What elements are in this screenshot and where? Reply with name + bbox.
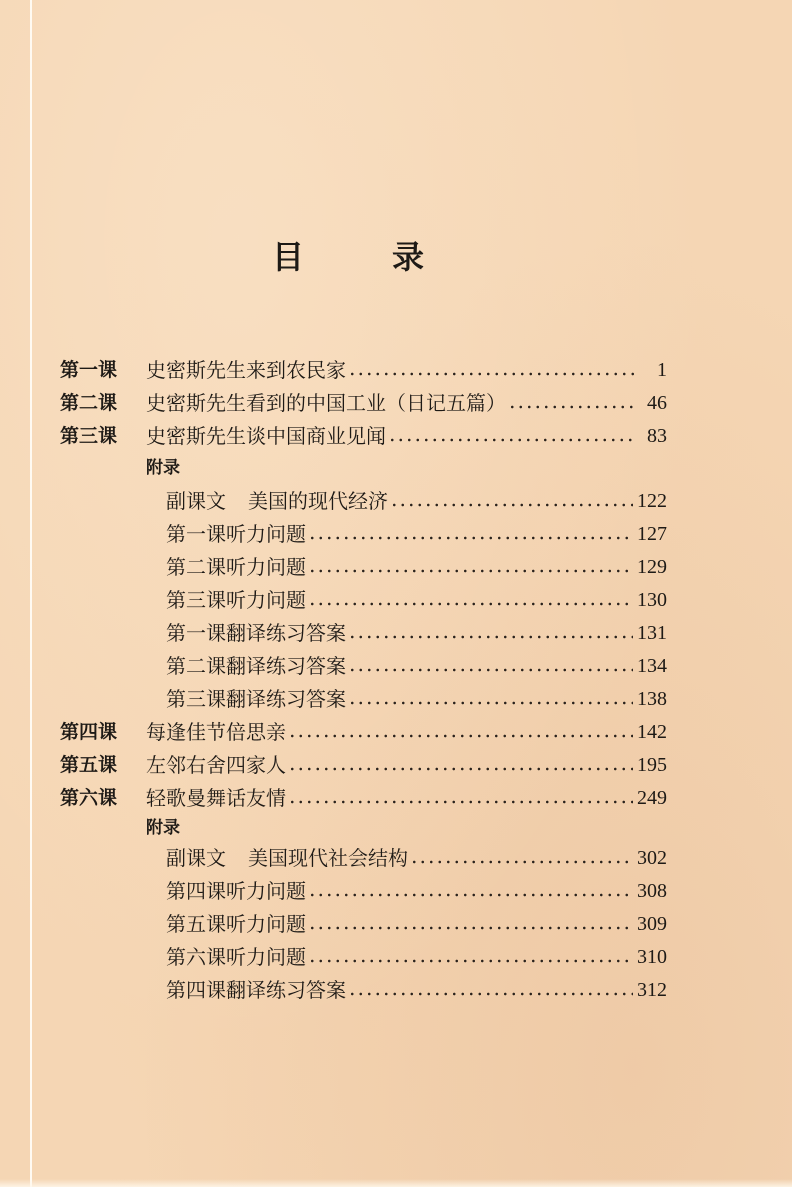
page-bottom-edge — [0, 1179, 792, 1187]
toc-entry[interactable] — [166, 684, 667, 714]
toc-entry[interactable] — [146, 750, 667, 780]
toc-entry[interactable] — [146, 783, 667, 813]
dot-leader — [410, 843, 633, 873]
entry-title: 第一课听力问题 — [166, 522, 306, 546]
dot-leader — [308, 876, 633, 906]
toc-entry[interactable] — [146, 388, 667, 418]
lesson-number: 第四课 — [60, 721, 118, 743]
dot-leader — [308, 552, 633, 582]
toc-entry[interactable] — [166, 585, 667, 615]
lesson-title: 史密斯先生来到农民家 — [146, 358, 346, 382]
toc-entry[interactable] — [166, 876, 667, 906]
entry-title: 第五课听力问题 — [166, 912, 306, 936]
dot-leader — [388, 421, 635, 451]
lesson-title: 轻歌曼舞话友情 — [146, 786, 286, 810]
page-number: 1 — [657, 359, 667, 381]
entry-title: 第二课翻译练习答案 — [166, 654, 346, 678]
dot-leader — [288, 750, 633, 780]
lesson-title: 史密斯先生看到的中国工业（日记五篇） — [146, 391, 506, 415]
entry-prefix: 副课文 — [166, 489, 226, 513]
toc-entry[interactable] — [166, 975, 667, 1005]
page-number: 312 — [637, 979, 667, 1001]
page-number: 46 — [647, 392, 667, 414]
page-number: 195 — [637, 754, 667, 776]
page-number: 131 — [637, 622, 667, 644]
toc-entry[interactable] — [166, 942, 667, 972]
toc-entry[interactable] — [166, 519, 667, 549]
dot-leader — [348, 618, 633, 648]
page-number: 138 — [637, 688, 667, 710]
page-number: 134 — [637, 655, 667, 677]
entry-title — [166, 843, 408, 873]
page-number: 142 — [637, 721, 667, 743]
toc-entry[interactable] — [166, 486, 667, 516]
dot-leader — [348, 975, 633, 1005]
lesson-title: 史密斯先生谈中国商业见闻 — [146, 424, 386, 448]
toc-entry[interactable] — [146, 421, 667, 451]
page-number: 122 — [637, 490, 667, 512]
entry-title: 第一课翻译练习答案 — [166, 621, 346, 645]
toc-entry[interactable] — [166, 618, 667, 648]
dot-leader — [288, 783, 633, 813]
toc-entry[interactable] — [166, 843, 667, 873]
toc-entry[interactable] — [166, 552, 667, 582]
entry-title: 第三课翻译练习答案 — [166, 687, 346, 711]
dot-leader — [348, 355, 635, 385]
page-number: 129 — [637, 556, 667, 578]
lesson-number: 第二课 — [60, 392, 118, 414]
page-number: 310 — [637, 946, 667, 968]
appendix-heading: 附录 — [146, 818, 180, 838]
page-number: 249 — [637, 787, 667, 809]
lesson-number: 第三课 — [60, 425, 118, 447]
page-number: 308 — [637, 880, 667, 902]
toc-entry[interactable] — [146, 355, 667, 385]
dot-leader — [508, 388, 635, 418]
entry-title: 第三课听力问题 — [166, 588, 306, 612]
entry-title-text: 美国现代社会结构 — [248, 846, 408, 870]
entry-title-text: 美国的现代经济 — [248, 489, 388, 513]
dot-leader — [288, 717, 633, 747]
dot-leader — [308, 942, 633, 972]
dot-leader — [308, 585, 633, 615]
page-number: 127 — [637, 523, 667, 545]
entry-title: 第六课听力问题 — [166, 945, 306, 969]
entry-title: 第二课听力问题 — [166, 555, 306, 579]
dot-leader — [308, 909, 633, 939]
lesson-number: 第一课 — [60, 359, 118, 381]
title-char-1: 目 — [272, 238, 305, 276]
toc-entry[interactable] — [166, 651, 667, 681]
page-number: 309 — [637, 913, 667, 935]
page-number: 302 — [637, 847, 667, 869]
entry-title: 第四课听力问题 — [166, 879, 306, 903]
lesson-number: 第六课 — [60, 787, 118, 809]
toc-entry[interactable] — [166, 909, 667, 939]
entry-title — [166, 486, 388, 516]
dot-leader — [390, 486, 633, 516]
entry-prefix: 副课文 — [166, 846, 226, 870]
toc-entry[interactable] — [146, 717, 667, 747]
dot-leader — [308, 519, 633, 549]
page-title — [0, 232, 792, 282]
entry-title: 第四课翻译练习答案 — [166, 978, 346, 1002]
page-number: 130 — [637, 589, 667, 611]
title-char-2: 录 — [392, 238, 425, 276]
lesson-number: 第五课 — [60, 754, 118, 776]
dot-leader — [348, 684, 633, 714]
lesson-title: 左邻右舍四家人 — [146, 753, 286, 777]
lesson-title: 每逢佳节倍思亲 — [146, 720, 286, 744]
appendix-heading: 附录 — [146, 458, 180, 478]
page-number: 83 — [647, 425, 667, 447]
dot-leader — [348, 651, 633, 681]
binding-edge-line — [30, 0, 32, 1187]
